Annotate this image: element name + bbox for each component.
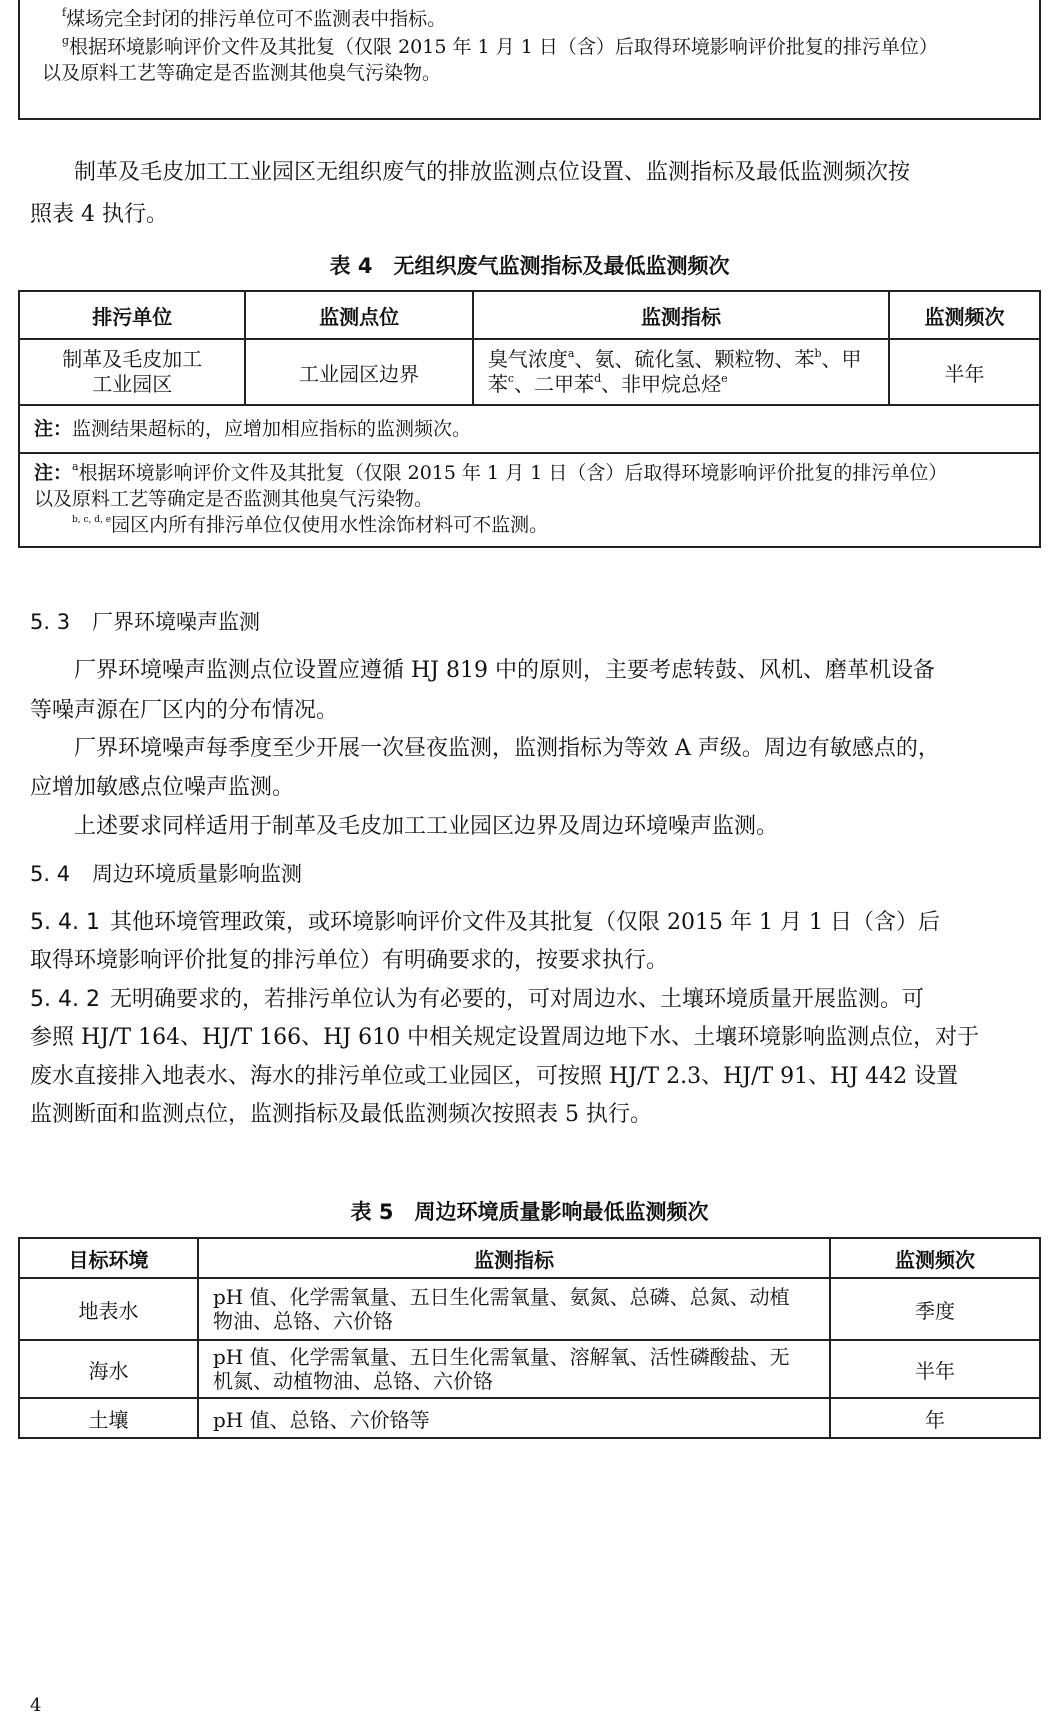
intro-line1: 制革及毛皮加工工业园区无组织废气的排放监测点位设置、监测指标及最低监测频次按 xyxy=(74,160,911,185)
page-number: 4 xyxy=(30,1695,42,1716)
table4-note1: 注：监测结果超标的，应增加相应指标的监测频次。 xyxy=(19,405,1040,453)
table5-header-frequency: 监测频次 xyxy=(830,1238,1040,1278)
note-g-line1: $^g$根据环境影响评价文件及其批复（仅限 2015 年 1 月 1 日（含）后取得环境影响评价批复的排污单位） xyxy=(62,34,938,58)
table4 xyxy=(18,290,1041,548)
table-row: 土壤 pH 值、总铬、六价铬等 年 xyxy=(19,1398,1040,1438)
sec542-line2: 参照 HJ/T 164、HJ/T 166、HJ 610 中相关规定设置周边地下水、土壤环境影响监测点位，对于 xyxy=(30,1025,980,1050)
intro-line2: 照表 4 执行。 xyxy=(30,202,168,227)
sec53-p2-line1: 厂界环境噪声每季度至少开展一次昼夜监测，监测指标为等效 A 声级。周边有敏感点的， xyxy=(74,736,940,761)
table4-caption: 表 4 无组织废气监测指标及最低监测频次 xyxy=(329,254,730,278)
sec53-p2-line2: 应增加敏感点位噪声监测。 xyxy=(30,775,295,800)
sec542-line1: 5. 4. 2 无明确要求的，若排污单位认为有必要的，可对周边水、土壤环境质量开展监测。可 xyxy=(30,987,925,1012)
table4-unit-cell: 制革及毛皮加工 工业园区 xyxy=(19,339,245,405)
table-row: 海水 pH 值、化学需氧量、五日生化需氧量、溶解氧、活性磷酸盐、无 机氮、动植物油、总铬、六价铬 半年 xyxy=(19,1340,1040,1398)
table5-header-indicator: 监测指标 xyxy=(198,1238,830,1278)
note-f: $^f$煤场完全封闭的排污单位可不监测表中指标。 xyxy=(62,6,447,30)
sec53-p3: 上述要求同样适用于制革及毛皮加工工业园区边界及周边环境噪声监测。 xyxy=(74,814,779,839)
table4-header-frequency: 监测频次 xyxy=(889,291,1040,339)
sec53-p1-line2: 等噪声源在厂区内的分布情况。 xyxy=(30,698,339,723)
sec542-line3: 废水直接排入地表水、海水的排污单位或工业园区，可按照 HJ/T 2.3、HJ/T 91、HJ 442 设置 xyxy=(30,1064,959,1089)
note-g-line2: 以及原料工艺等确定是否监测其他臭气污染物。 xyxy=(42,62,442,84)
sec542-line4: 监测断面和监测点位，监测指标及最低监测频次按照表 5 执行。 xyxy=(30,1102,652,1127)
table4-note2: 注：$^a$根据环境影响评价文件及其批复（仅限 2015 年 1 月 1 日（含）后取得环境影响评价批复的排污单位） 以及原料工艺等确定是否监测其他臭气污染物。 $^{b, c, d, e}$园区内所有排污单位仅使用水性涂饰材料可不监测。 xyxy=(19,453,1040,547)
section-5-4-heading: 5. 4 周边环境质量影响监测 xyxy=(30,862,302,886)
table4-header-indicator: 监测指标 xyxy=(473,291,889,339)
section-5-3-heading: 5. 3 厂界环境噪声监测 xyxy=(30,610,260,634)
table-row: 地表水 pH 值、化学需氧量、五日生化需氧量、氨氮、总磷、总氮、动植 物油、总铬、六价铬 季度 xyxy=(19,1278,1040,1340)
table4-header-point: 监测点位 xyxy=(245,291,472,339)
table4-header-unit: 排污单位 xyxy=(19,291,245,339)
sec541-line2: 取得环境影响评价批复的排污单位）有明确要求的，按要求执行。 xyxy=(30,948,669,973)
table4-point-cell: 工业园区边界 xyxy=(245,339,472,405)
table5 xyxy=(18,1237,1041,1439)
sec53-p1-line1: 厂界环境噪声监测点位设置应遵循 HJ 819 中的原则，主要考虑转鼓、风机、磨革机设备 xyxy=(74,658,935,683)
table5-header-env: 目标环境 xyxy=(19,1238,198,1278)
sec541-line1: 5. 4. 1 其他环境管理政策，或环境影响评价文件及其批复（仅限 2015 年 1 月 1 日（含）后 xyxy=(30,910,940,935)
table5-caption: 表 5 周边环境质量影响最低监测频次 xyxy=(350,1200,709,1224)
top-notes-box xyxy=(18,0,1041,120)
table4-frequency-cell: 半年 xyxy=(889,339,1040,405)
table4-indicator-cell: 臭气浓度$^a$、氨、硫化氢、颗粒物、苯$^b$、甲 苯$^c$、二甲苯$^d$、非甲烷总烃$^e$ xyxy=(473,339,889,405)
